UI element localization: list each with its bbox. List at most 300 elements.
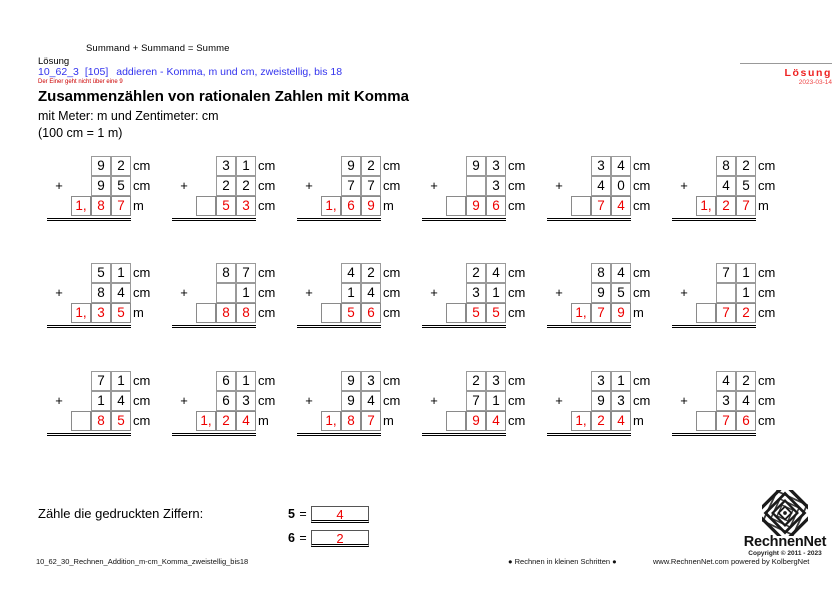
result-underline [172, 325, 256, 326]
addend-digit-cell: 1 [736, 263, 756, 283]
result-underline-second [422, 435, 506, 436]
addend-digit-cell: 7 [91, 371, 111, 391]
unit-label: cm [258, 373, 276, 388]
addend-digit-cell: 3 [361, 371, 381, 391]
sum-digit-cell[interactable]: 5 [341, 303, 361, 323]
addend-digit-cell: 4 [111, 283, 131, 303]
sum-digit-cell[interactable]: 3 [236, 196, 256, 216]
unit-label: cm [758, 285, 776, 300]
empty-place [196, 176, 216, 196]
problem-addend-row [422, 176, 525, 196]
sum-digit-cell[interactable] [571, 196, 591, 216]
count-digit-0: 5 [288, 507, 295, 521]
addend-digit-cell: 8 [91, 283, 111, 303]
plus-operator: + [305, 285, 313, 300]
addend-digit-cell: 3 [591, 371, 611, 391]
empty-place [571, 156, 591, 176]
addend-digit-cell: 5 [91, 263, 111, 283]
unit-label: cm [133, 158, 151, 173]
unit-label: cm [758, 305, 776, 320]
plus-operator: + [555, 178, 563, 193]
problem-addend-row [172, 156, 275, 176]
result-underline-second [672, 435, 756, 436]
problem-result [172, 303, 275, 328]
empty-place [571, 263, 591, 283]
addend-digit-cell: 7 [341, 176, 361, 196]
problem-sum-row [47, 196, 144, 217]
sum-digit-cell[interactable]: 7 [111, 196, 131, 216]
sum-digit-cell[interactable]: 6 [486, 196, 506, 216]
problem-sum-row [422, 196, 525, 217]
unit-label: cm [633, 198, 651, 213]
unit-label: cm [633, 373, 651, 388]
unit-label: m [383, 413, 394, 428]
unit-label: cm [758, 158, 776, 173]
sum-digit-cell[interactable]: 9 [361, 196, 381, 216]
empty-place [571, 391, 591, 411]
problem-addend-row [422, 283, 525, 303]
row-indent [547, 196, 571, 216]
unit-label: cm [633, 178, 651, 193]
problem-sum-row [172, 303, 275, 324]
unit-label: cm [508, 393, 526, 408]
count-equals-0: = [299, 507, 307, 521]
addend-digit-cell: 3 [486, 156, 506, 176]
addition-problem [172, 263, 275, 328]
footer-website[interactable]: www.RechnenNet.com powered by KolbergNet [653, 557, 810, 566]
problem-addend-row [47, 156, 150, 176]
addition-problem [47, 263, 150, 328]
unit-label: m [133, 305, 144, 320]
sum-digit-cell[interactable]: 3 [91, 303, 111, 323]
empty-place [196, 371, 216, 391]
unit-label: cm [133, 373, 151, 388]
problem-addend-row [672, 176, 775, 196]
sum-digit-cell[interactable]: 1, [321, 196, 341, 216]
addend-digit-cell: 2 [466, 371, 486, 391]
sum-digit-cell[interactable]: 8 [216, 303, 236, 323]
result-underline [297, 218, 381, 219]
sum-digit-cell[interactable]: 8 [341, 411, 361, 431]
addend-digit-cell: 2 [236, 176, 256, 196]
row-indent [672, 303, 696, 323]
problem-addend-row [297, 283, 400, 303]
brand-logo [735, 490, 835, 557]
unit-label: cm [508, 158, 526, 173]
unit-label: cm [133, 178, 151, 193]
sum-digit-cell[interactable]: 1, [71, 303, 91, 323]
problem-addend-row [172, 176, 275, 196]
problem-addend-row [297, 263, 400, 283]
addend-digit-cell: 9 [341, 391, 361, 411]
addition-problem [47, 156, 150, 221]
sum-digit-cell[interactable] [71, 411, 91, 431]
problem-addend-row [172, 391, 275, 411]
plus-operator: + [430, 178, 438, 193]
addend-digit-cell: 1 [91, 391, 111, 411]
addend-digit-cell [716, 283, 736, 303]
sum-digit-cell[interactable]: 7 [736, 196, 756, 216]
addend-digit-cell [216, 283, 236, 303]
addend-digit-cell [466, 176, 486, 196]
unit-label: cm [508, 413, 526, 428]
plus-operator: + [555, 393, 563, 408]
worksheet-code-number: [105] [84, 66, 109, 78]
addend-digit-cell: 4 [486, 263, 506, 283]
problem-result [47, 303, 150, 328]
problem-addend-row [672, 283, 775, 303]
sum-digit-cell[interactable]: 7 [591, 196, 611, 216]
addend-digit-cell: 7 [716, 263, 736, 283]
row-indent [172, 411, 196, 431]
addition-problem [547, 263, 650, 328]
unit-label: cm [383, 158, 401, 173]
row-indent [297, 156, 321, 176]
problem-addend-row [672, 371, 775, 391]
sum-digit-cell[interactable]: 2 [591, 411, 611, 431]
addend-digit-cell: 3 [591, 156, 611, 176]
problem-sum-row [672, 411, 775, 432]
unit-label: cm [383, 265, 401, 280]
formula-hint: Summand + Summand = Summe [86, 43, 230, 54]
plus-operator: + [430, 285, 438, 300]
sum-digit-cell[interactable]: 1, [71, 196, 91, 216]
worksheet-note: Der Einer geht nicht über eine 9 [38, 79, 123, 85]
footer-filename: 10_62_30_Rechnen_Addition_m-cm_Komma_zweistellig_bis18 [36, 557, 249, 566]
sum-digit-cell[interactable]: 2 [216, 411, 236, 431]
addend-digit-cell: 4 [611, 156, 631, 176]
empty-place [196, 156, 216, 176]
sum-digit-cell[interactable]: 7 [716, 411, 736, 431]
sum-digit-cell[interactable] [196, 196, 216, 216]
problem-sum-row [297, 411, 394, 432]
row-indent [422, 411, 446, 431]
sum-digit-cell[interactable]: 4 [611, 196, 631, 216]
count-row-1 [283, 529, 369, 547]
addition-problem [672, 263, 775, 328]
problem-sum-row [297, 196, 394, 217]
result-underline-second [172, 220, 256, 221]
row-indent [547, 303, 571, 323]
sum-digit-cell[interactable] [446, 196, 466, 216]
addend-digit-cell: 4 [716, 176, 736, 196]
result-underline-second [672, 327, 756, 328]
sum-digit-cell[interactable]: 5 [466, 303, 486, 323]
result-underline [672, 325, 756, 326]
plus-operator: + [555, 285, 563, 300]
addend-digit-cell: 1 [486, 283, 506, 303]
sum-digit-cell[interactable]: 9 [611, 303, 631, 323]
sum-digit-cell[interactable]: 9 [466, 411, 486, 431]
sum-digit-cell[interactable]: 4 [611, 411, 631, 431]
plus-operator: + [305, 178, 313, 193]
empty-place [571, 371, 591, 391]
row-indent [47, 303, 71, 323]
sum-digit-cell[interactable]: 5 [216, 196, 236, 216]
sum-digit-cell[interactable]: 8 [91, 411, 111, 431]
row-indent [547, 263, 571, 283]
problem-sum-row [297, 303, 400, 324]
empty-place [321, 156, 341, 176]
row-indent [172, 156, 196, 176]
row-indent [672, 156, 696, 176]
count-equals-1: = [299, 531, 307, 545]
empty-place [446, 391, 466, 411]
empty-place [446, 371, 466, 391]
addend-digit-cell: 2 [216, 176, 236, 196]
sum-digit-cell[interactable]: 4 [486, 411, 506, 431]
result-underline-second [172, 327, 256, 328]
problem-addend-row [672, 263, 775, 283]
result-underline-second [547, 220, 631, 221]
empty-place [696, 263, 716, 283]
sum-digit-cell[interactable] [196, 303, 216, 323]
unit-label: cm [758, 413, 776, 428]
sum-digit-cell[interactable]: 7 [591, 303, 611, 323]
sum-digit-cell[interactable]: 7 [361, 411, 381, 431]
row-indent [672, 371, 696, 391]
problem-result [422, 411, 525, 436]
plus-operator: + [305, 393, 313, 408]
empty-place [446, 283, 466, 303]
addend-digit-cell: 9 [91, 176, 111, 196]
plus-operator: + [430, 393, 438, 408]
sum-digit-cell[interactable]: 4 [236, 411, 256, 431]
row-indent [672, 411, 696, 431]
addition-problem [297, 156, 400, 221]
problem-sum-row [672, 303, 775, 324]
row-indent [422, 303, 446, 323]
row-indent [47, 196, 71, 216]
result-underline-second [422, 327, 506, 328]
empty-place [321, 371, 341, 391]
result-underline [297, 325, 381, 326]
sum-digit-cell[interactable]: 1, [196, 411, 216, 431]
sum-digit-cell[interactable]: 8 [91, 196, 111, 216]
problem-result [47, 196, 150, 221]
row-indent [422, 196, 446, 216]
empty-place [321, 263, 341, 283]
unit-label: cm [633, 158, 651, 173]
addend-digit-cell: 9 [591, 391, 611, 411]
result-underline [422, 325, 506, 326]
result-underline-second [297, 327, 381, 328]
problem-sum-row [547, 196, 650, 217]
worksheet-code-id: 10_62_3 [38, 66, 79, 78]
unit-label: cm [133, 413, 151, 428]
addition-problem [672, 156, 775, 221]
row-indent [297, 371, 321, 391]
sum-digit-cell[interactable]: 8 [236, 303, 256, 323]
addend-digit-cell: 6 [216, 391, 236, 411]
addend-digit-cell: 4 [361, 391, 381, 411]
addend-digit-cell: 3 [216, 156, 236, 176]
sum-digit-cell[interactable]: 5 [486, 303, 506, 323]
unit-label: cm [758, 178, 776, 193]
unit-label: cm [758, 265, 776, 280]
unit-label: cm [258, 285, 276, 300]
unit-label: m [758, 198, 769, 213]
row-indent [547, 411, 571, 431]
sum-digit-cell[interactable]: 2 [736, 303, 756, 323]
sum-digit-cell[interactable]: 6 [736, 411, 756, 431]
empty-place [571, 283, 591, 303]
addend-digit-cell: 2 [736, 371, 756, 391]
result-underline [297, 433, 381, 434]
count-answer-box-1[interactable]: 2 [311, 530, 369, 547]
unit-label: cm [133, 393, 151, 408]
addition-problem [672, 371, 775, 436]
result-underline [422, 433, 506, 434]
sum-digit-cell[interactable] [696, 411, 716, 431]
unit-label: cm [758, 373, 776, 388]
problem-sum-row [547, 303, 644, 324]
sum-digit-cell[interactable]: 1, [571, 411, 591, 431]
addend-digit-cell: 1 [736, 283, 756, 303]
addition-problem [422, 263, 525, 328]
unit-label: cm [758, 393, 776, 408]
sum-digit-cell[interactable]: 6 [361, 303, 381, 323]
unit-label: cm [508, 305, 526, 320]
unit-label: m [383, 198, 394, 213]
result-underline-second [297, 220, 381, 221]
problem-result [547, 196, 650, 221]
addend-digit-cell: 4 [341, 263, 361, 283]
solution-badge: Lösung [784, 67, 832, 79]
plus-operator: + [180, 178, 188, 193]
addition-problem [47, 371, 150, 436]
addend-digit-cell: 7 [466, 391, 486, 411]
empty-place [71, 391, 91, 411]
addend-digit-cell: 3 [486, 371, 506, 391]
sum-digit-cell[interactable]: 6 [341, 196, 361, 216]
spiral-square-logo-icon [762, 490, 808, 536]
row-indent [672, 196, 696, 216]
problem-addend-row [547, 156, 650, 176]
problem-result [297, 303, 400, 328]
row-indent [47, 371, 71, 391]
sum-digit-cell[interactable]: 7 [716, 303, 736, 323]
unit-label: cm [508, 265, 526, 280]
addend-digit-cell: 1 [111, 263, 131, 283]
plus-operator: + [180, 285, 188, 300]
addend-digit-cell: 8 [216, 263, 236, 283]
sum-digit-cell[interactable] [446, 303, 466, 323]
unit-label: cm [633, 265, 651, 280]
addition-problem [297, 371, 400, 436]
result-underline [547, 325, 631, 326]
unit-label: cm [633, 285, 651, 300]
sum-digit-cell[interactable]: 1, [321, 411, 341, 431]
result-underline [172, 218, 256, 219]
empty-place [71, 156, 91, 176]
problem-sum-row [422, 411, 525, 432]
unit-label: cm [383, 305, 401, 320]
empty-place [321, 283, 341, 303]
sum-digit-cell[interactable]: 1, [571, 303, 591, 323]
row-indent [297, 263, 321, 283]
result-underline-second [47, 220, 131, 221]
row-indent [672, 263, 696, 283]
row-indent [422, 263, 446, 283]
result-underline-second [172, 435, 256, 436]
footer-slogan: ● Rechnen in kleinen Schritten ● [508, 557, 617, 566]
row-indent [297, 303, 321, 323]
unit-label: cm [258, 265, 276, 280]
problem-result [172, 196, 275, 221]
empty-place [696, 391, 716, 411]
problem-result [297, 411, 400, 436]
addend-digit-cell: 1 [236, 156, 256, 176]
empty-place [571, 176, 591, 196]
result-underline-second [47, 435, 131, 436]
problem-addend-row [547, 283, 650, 303]
addend-digit-cell: 8 [591, 263, 611, 283]
problem-sum-row [547, 411, 644, 432]
sum-digit-cell[interactable] [696, 303, 716, 323]
addend-digit-cell: 9 [591, 283, 611, 303]
sum-digit-cell[interactable] [446, 411, 466, 431]
unit-label: m [258, 413, 269, 428]
unit-label: cm [383, 178, 401, 193]
empty-place [321, 391, 341, 411]
sum-digit-cell[interactable]: 5 [111, 411, 131, 431]
addition-problem [422, 371, 525, 436]
unit-label: cm [508, 178, 526, 193]
sum-digit-cell[interactable]: 5 [111, 303, 131, 323]
problem-addend-row [47, 283, 150, 303]
problem-addend-row [172, 283, 275, 303]
addition-problem [297, 263, 400, 328]
plus-operator: + [180, 393, 188, 408]
problem-addend-row [47, 263, 150, 283]
addend-digit-cell: 2 [111, 156, 131, 176]
result-underline [47, 433, 131, 434]
plus-operator: + [55, 178, 63, 193]
result-underline [47, 218, 131, 219]
unit-label: cm [383, 285, 401, 300]
sum-digit-cell[interactable] [321, 303, 341, 323]
row-indent [47, 411, 71, 431]
result-underline-second [47, 327, 131, 328]
unit-label: m [633, 305, 644, 320]
addend-digit-cell: 9 [91, 156, 111, 176]
result-underline [547, 218, 631, 219]
row-indent [547, 156, 571, 176]
addend-digit-cell: 1 [486, 391, 506, 411]
sum-digit-cell[interactable]: 9 [466, 196, 486, 216]
problem-result [172, 411, 275, 436]
plus-operator: + [55, 285, 63, 300]
row-indent [172, 263, 196, 283]
sum-digit-cell[interactable]: 2 [716, 196, 736, 216]
result-underline [547, 433, 631, 434]
count-answer-box-0[interactable]: 4 [311, 506, 369, 523]
addend-digit-cell: 9 [466, 156, 486, 176]
addend-digit-cell: 9 [341, 371, 361, 391]
problem-result [297, 196, 400, 221]
addend-digit-cell: 2 [361, 156, 381, 176]
addend-digit-cell: 3 [611, 391, 631, 411]
sum-digit-cell[interactable]: 1, [696, 196, 716, 216]
brand-copyright: Copyright © 2011 - 2023 [748, 550, 822, 557]
addend-digit-cell: 1 [236, 371, 256, 391]
addend-digit-cell: 5 [611, 283, 631, 303]
problem-addend-row [172, 371, 275, 391]
count-row-0 [283, 505, 369, 523]
result-underline [422, 218, 506, 219]
count-instruction: Zähle die gedruckten Ziffern: [38, 506, 204, 521]
